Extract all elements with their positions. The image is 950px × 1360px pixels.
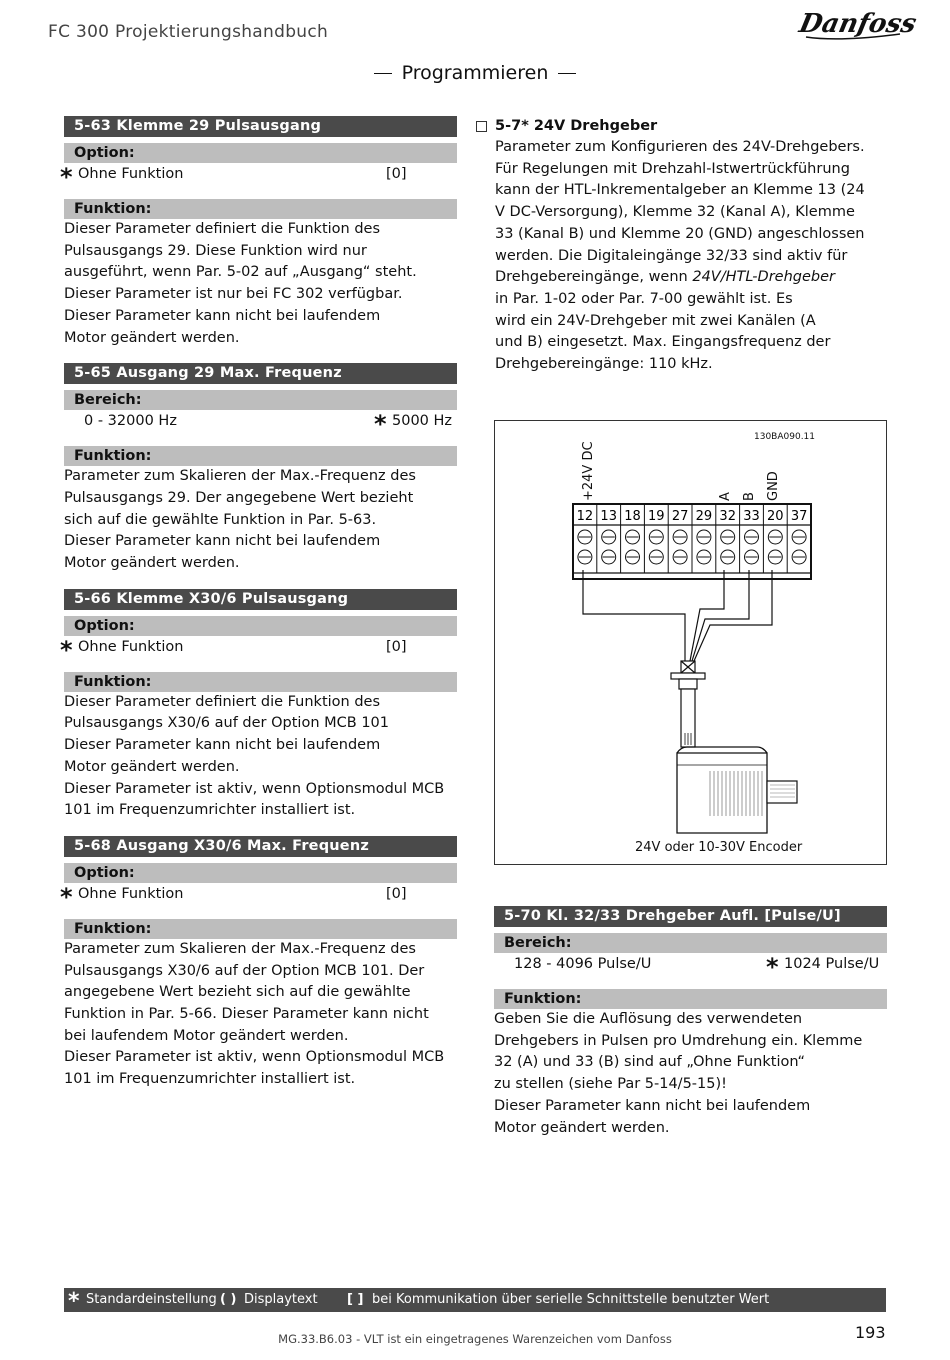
- text-line: Pulsausgangs X30/6 auf der Option MCB 101: [64, 715, 389, 732]
- text-line: Dieser Parameter kann nicht bei laufendem: [64, 533, 381, 550]
- range-value: 0 - 32000 Hz: [84, 413, 177, 430]
- text-line: Für Regelungen mit Drehzahl-Istwertrückführung: [495, 160, 850, 177]
- encoder-shaft: [767, 781, 797, 803]
- text-line: Dieser Parameter kann nicht bei laufendem: [494, 1097, 811, 1114]
- default-star-icon: *: [60, 635, 73, 664]
- option-row: [60, 882, 457, 911]
- option-code: [0]: [386, 885, 407, 902]
- legend-serial: bei Kommunikation über serielle Schnittstelle benutzter Wert: [372, 1292, 770, 1307]
- text-line: Drehgebers in Pulsen pro Umdrehung ein. Klemme: [494, 1032, 863, 1049]
- default-value: 5000 Hz: [392, 413, 453, 430]
- text-line: Funktion in Par. 5-66. Dieser Parameter kann nicht: [64, 1006, 429, 1023]
- terminal-label: 20: [767, 509, 784, 524]
- text-line: 101 im Frequenzumrichter installiert ist.: [64, 802, 356, 819]
- checkbox-square-icon: [476, 121, 487, 132]
- text-line: Motor geändert werden.: [64, 329, 240, 346]
- option-value: Ohne Funktion: [78, 638, 184, 655]
- default-star-icon: *: [374, 410, 387, 439]
- text-line: 101 im Frequenzumrichter installiert ist.: [64, 1071, 356, 1088]
- text-line: Drehgebereingänge: 110 kHz.: [495, 356, 713, 373]
- wiring-svg: [495, 421, 886, 864]
- legend-default: Standardeinstellung: [86, 1292, 217, 1307]
- document-title: FC 300 Projektierungshandbuch: [48, 22, 329, 42]
- default-star-icon: *: [68, 1289, 80, 1314]
- option-value: Ohne Funktion: [78, 166, 184, 182]
- text-line: Motor geändert werden.: [64, 758, 240, 775]
- function-label: Funktion:: [494, 989, 887, 1009]
- option-row: [60, 635, 457, 664]
- wire-channel-a: [690, 570, 724, 661]
- range-value: 128 - 4096 Pulse/U: [514, 956, 652, 972]
- supply-label: +24V DC: [581, 441, 596, 501]
- text-line: Dieser Parameter ist nur bei FC 302 verfügbar.: [64, 286, 403, 303]
- left-column: [60, 116, 457, 1091]
- text-line: Dieser Parameter ist aktiv, wenn Optionsmodul MCB: [64, 780, 445, 797]
- text-line: werden. Die Digitaleingänge 32/33 sind aktiv für: [495, 247, 848, 264]
- text-line: wird ein 24V-Drehgeber mit zwei Kanälen (A: [495, 312, 816, 329]
- section-title: Programmieren: [401, 62, 549, 84]
- default-star-icon: *: [60, 882, 73, 911]
- param-5-68-title: 5-68 Ausgang X30/6 Max. Frequenz: [64, 836, 457, 857]
- text-line: Motor geändert werden.: [494, 1119, 670, 1136]
- option-code: [0]: [386, 638, 407, 655]
- function-label: Funktion:: [64, 446, 457, 466]
- wire-24v: [583, 570, 685, 661]
- legend-bar: [64, 1288, 886, 1312]
- param-5-7-title: 5-7* 24V Drehgeber: [495, 118, 658, 134]
- param-5-63-title: 5-63 Klemme 29 Pulsausgang: [64, 116, 457, 137]
- terminal-label: 29: [695, 509, 713, 524]
- default-star-icon: *: [60, 163, 73, 191]
- danfoss-logo: [796, 4, 920, 44]
- section-heading: [0, 62, 950, 84]
- legend-bracket: [ ]: [347, 1292, 364, 1307]
- terminal-label: 32: [719, 509, 736, 524]
- text-line: 33 (Kanal B) und Klemme 20 (GND) angeschlossen: [495, 225, 865, 242]
- option-row: [60, 163, 457, 191]
- page-number: 193: [855, 1323, 886, 1342]
- text-line: V DC-Versorgung), Klemme 32 (Kanal A), Klemme: [495, 204, 855, 221]
- default-value: 1024 Pulse/U: [784, 956, 880, 972]
- gnd-label: GND: [766, 471, 781, 501]
- terminal-label: 19: [648, 509, 665, 524]
- option-label: Option:: [64, 863, 457, 883]
- terminal-label: 13: [600, 509, 617, 524]
- option-label: Option:: [64, 616, 457, 636]
- channel-b-label: B: [742, 492, 757, 501]
- range-row: [64, 410, 457, 439]
- text-line: Parameter zum Skalieren der Max.-Frequenz des: [64, 940, 416, 957]
- diagram-code: 130BA090.11: [754, 432, 816, 442]
- text-fragment: Drehgebereingänge, wenn: [495, 269, 693, 286]
- text-line: angegebene Wert bezieht sich auf die gewählte: [64, 984, 411, 1001]
- option-code: [0]: [386, 166, 407, 182]
- param-5-70-section: [494, 906, 887, 1139]
- option-label: Option:: [64, 143, 457, 163]
- wire-gnd: [694, 570, 772, 661]
- text-line: und B) eingesetzt. Max. Eingangsfrequenz der: [495, 334, 831, 351]
- text-line: Dieser Parameter definiert die Funktion des: [64, 221, 381, 237]
- text-line: 32 (A) und 33 (B) sind auf „Ohne Funktion“: [494, 1054, 805, 1071]
- text-line: ausgeführt, wenn Par. 5-02 auf „Ausgang“ steht.: [64, 264, 417, 281]
- text-line: Pulsausgangs 29. Diese Funktion wird nur: [64, 242, 367, 259]
- text-line: [495, 267, 896, 289]
- text-line: Motor geändert werden.: [64, 555, 240, 572]
- text-line: Dieser Parameter definiert die Funktion des: [64, 693, 381, 710]
- option-value: Ohne Funktion: [78, 885, 184, 902]
- text-line: bei laufendem Motor geändert werden.: [64, 1027, 349, 1044]
- text-line: Dieser Parameter kann nicht bei laufendem: [64, 307, 381, 324]
- param-5-66-title: 5-66 Klemme X30/6 Pulsausgang: [64, 589, 457, 610]
- italic-term: 24V/HTL-Drehgeber: [692, 269, 835, 286]
- legend-display: Displaytext: [244, 1292, 318, 1307]
- terminal-label: 12: [576, 509, 594, 524]
- function-label: Funktion:: [64, 199, 457, 219]
- channel-a-label: A: [718, 492, 733, 501]
- range-label: Bereich:: [494, 933, 887, 953]
- terminal-label: 33: [743, 509, 760, 524]
- function-label: Funktion:: [64, 672, 457, 692]
- text-line: Dieser Parameter kann nicht bei laufendem: [64, 737, 381, 754]
- diagram-caption: 24V oder 10-30V Encoder: [635, 840, 803, 855]
- terminal-label: 18: [624, 509, 641, 524]
- param-5-7-section: [476, 116, 896, 376]
- text-line: zu stellen (siehe Par 5-14/5-15)!: [494, 1076, 727, 1093]
- text-line: Geben Sie die Auflösung des verwendeten: [494, 1011, 803, 1027]
- range-row: [494, 953, 887, 981]
- function-label: Funktion:: [64, 919, 457, 939]
- text-line: Parameter zum Konfigurieren des 24V-Drehgebers.: [495, 139, 865, 155]
- terminal-label: 27: [671, 509, 689, 524]
- encoder-wiring-diagram: [494, 420, 887, 865]
- param-5-70-title: 5-70 Kl. 32/33 Drehgeber Aufl. [Pulse/U]: [494, 906, 887, 927]
- text-line: Dieser Parameter ist aktiv, wenn Optionsmodul MCB: [64, 1049, 445, 1066]
- svg-text:Danfoss: Danfoss: [796, 8, 920, 39]
- param-5-65-title: 5-65 Ausgang 29 Max. Frequenz: [64, 363, 457, 384]
- default-star-icon: *: [766, 953, 779, 981]
- terminal-label: 37: [790, 509, 808, 524]
- legend-paren: ( ): [220, 1292, 237, 1307]
- text-line: in Par. 1-02 oder Par. 7-00 gewählt ist. Es: [495, 290, 793, 307]
- text-line: kann der HTL-Inkrementalgeber an Klemme 13 (24: [495, 182, 865, 199]
- footer-note: MG.33.B6.03 - VLT ist ein eingetragenes Warenzeichen vom Danfoss: [278, 1332, 672, 1346]
- text-line: Pulsausgangs 29. Der angegebene Wert bezieht: [64, 489, 414, 506]
- text-line: Parameter zum Skalieren der Max.-Frequenz des: [64, 468, 416, 485]
- range-label: Bereich:: [64, 390, 457, 410]
- text-line: Pulsausgangs X30/6 auf der Option MCB 101. Der: [64, 962, 425, 979]
- text-line: sich auf die gewählte Funktion in Par. 5-63.: [64, 511, 377, 528]
